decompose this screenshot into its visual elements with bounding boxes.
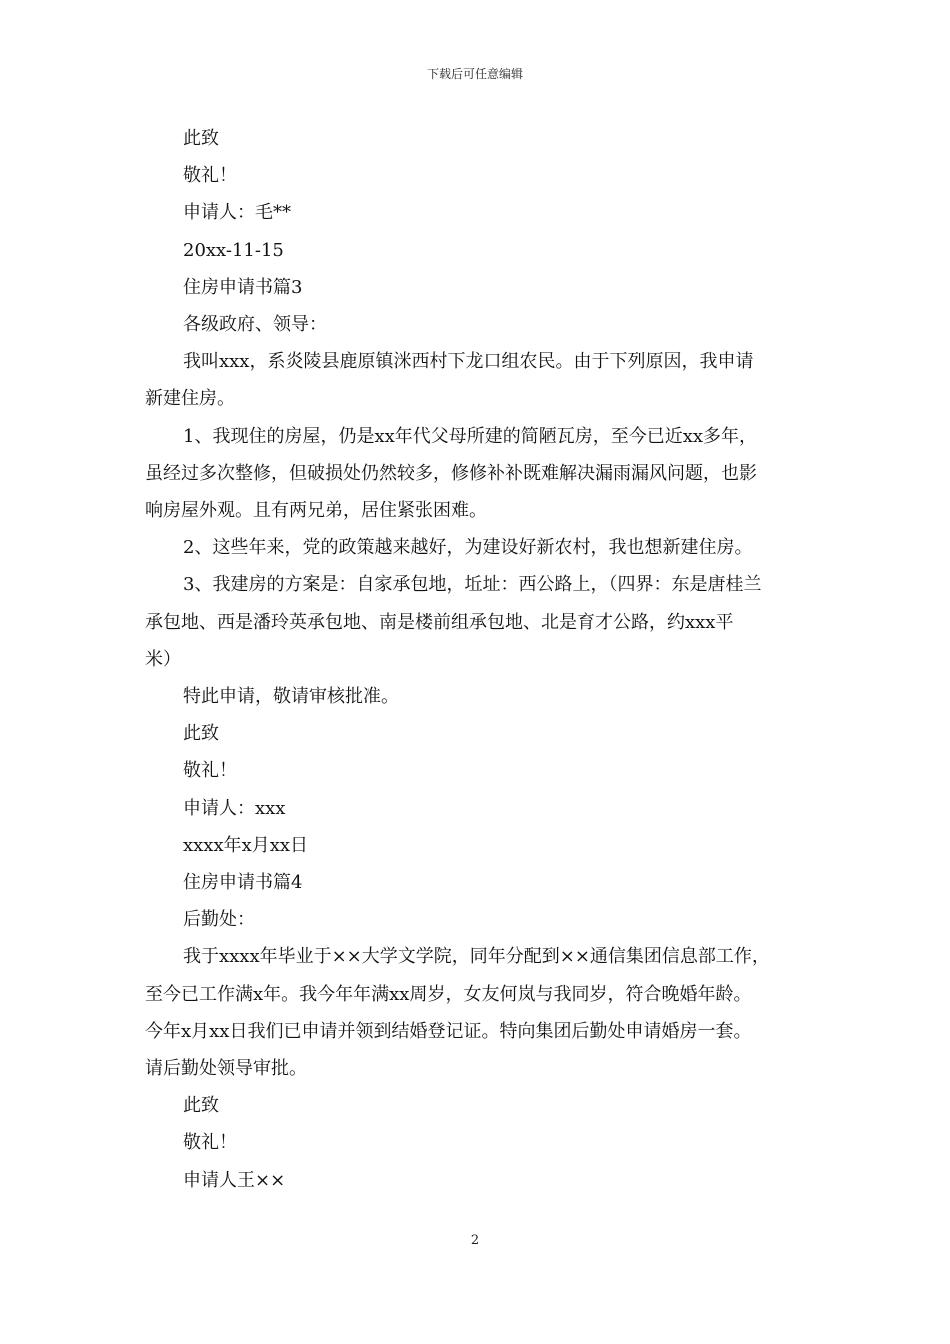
closing-text: 此致 xyxy=(183,1095,219,1117)
paragraph-item-3-line: 米） xyxy=(145,648,181,670)
section-title-3: 住房申请书篇3 xyxy=(183,276,303,298)
application-date: xxxx年x月xx日 xyxy=(183,834,309,856)
salutation-text: 敬礼！ xyxy=(183,165,237,187)
section-title-4: 住房申请书篇4 xyxy=(183,872,303,894)
applicant-signature: 申请人：xxx xyxy=(183,797,286,819)
paragraph-item-2: 2、这些年来，党的政策越来越好，为建设好新农村，我也想新建住房。 xyxy=(183,537,753,559)
paragraph-item-1-line: 响房屋外观。且有两兄弟，居住紧张困难。 xyxy=(145,500,487,522)
paragraph-intro-line: 我叫xxx，系炎陵县鹿原镇洣西村下龙口组农民。由于下列原因，我申请 xyxy=(183,351,754,373)
page-number: 2 xyxy=(470,1233,480,1248)
salutation-text: 敬礼！ xyxy=(183,1132,237,1154)
paragraph-body-line: 我于xxxx年毕业于××大学文学院，同年分配到××通信集团信息部工作， xyxy=(183,946,770,968)
page-header: 下载后可任意编辑 xyxy=(426,67,523,81)
applicant-signature: 申请人王×× xyxy=(183,1169,286,1191)
paragraph-intro-line: 新建住房。 xyxy=(145,388,235,410)
paragraph-item-3-line: 3、我建房的方案是：自家承包地，坵址：西公路上，（四界：东是唐桂兰 xyxy=(183,574,762,596)
addressee-4: 后勤处： xyxy=(183,909,255,931)
addressee-3: 各级政府、领导： xyxy=(183,314,327,336)
paragraph-item-1-line: 虽经过多次整修，但破损处仍然较多，修修补补既难解决漏雨漏风问题，也影 xyxy=(145,462,757,484)
paragraph-item-1-line: 1、我现住的房屋，仍是xx年代父母所建的简陋瓦房，至今已近xx多年， xyxy=(183,425,758,447)
paragraph-item-3-line: 承包地、西是潘玲英承包地、南是楼前组承包地、北是育才公路，约xxx平 xyxy=(145,611,734,633)
closing-text: 此致 xyxy=(183,723,219,745)
paragraph-body-line: 至今已工作满x年。我今年年满xx周岁，女友何岚与我同岁，符合晚婚年龄。 xyxy=(145,983,752,1005)
application-date: 20xx-11-15 xyxy=(183,239,284,261)
closing-text: 此致 xyxy=(183,128,219,149)
salutation-text: 敬礼！ xyxy=(183,760,237,782)
paragraph-body-line: 今年x月xx日我们已申请并领到结婚登记证。特向集团后勤处申请婚房一套。 xyxy=(145,1020,752,1042)
applicant-signature: 申请人：毛** xyxy=(183,202,291,224)
document-body xyxy=(145,120,818,1199)
paragraph-body-line: 请后勤处领导审批。 xyxy=(145,1058,307,1080)
request-text: 特此申请，敬请审核批准。 xyxy=(183,686,399,708)
